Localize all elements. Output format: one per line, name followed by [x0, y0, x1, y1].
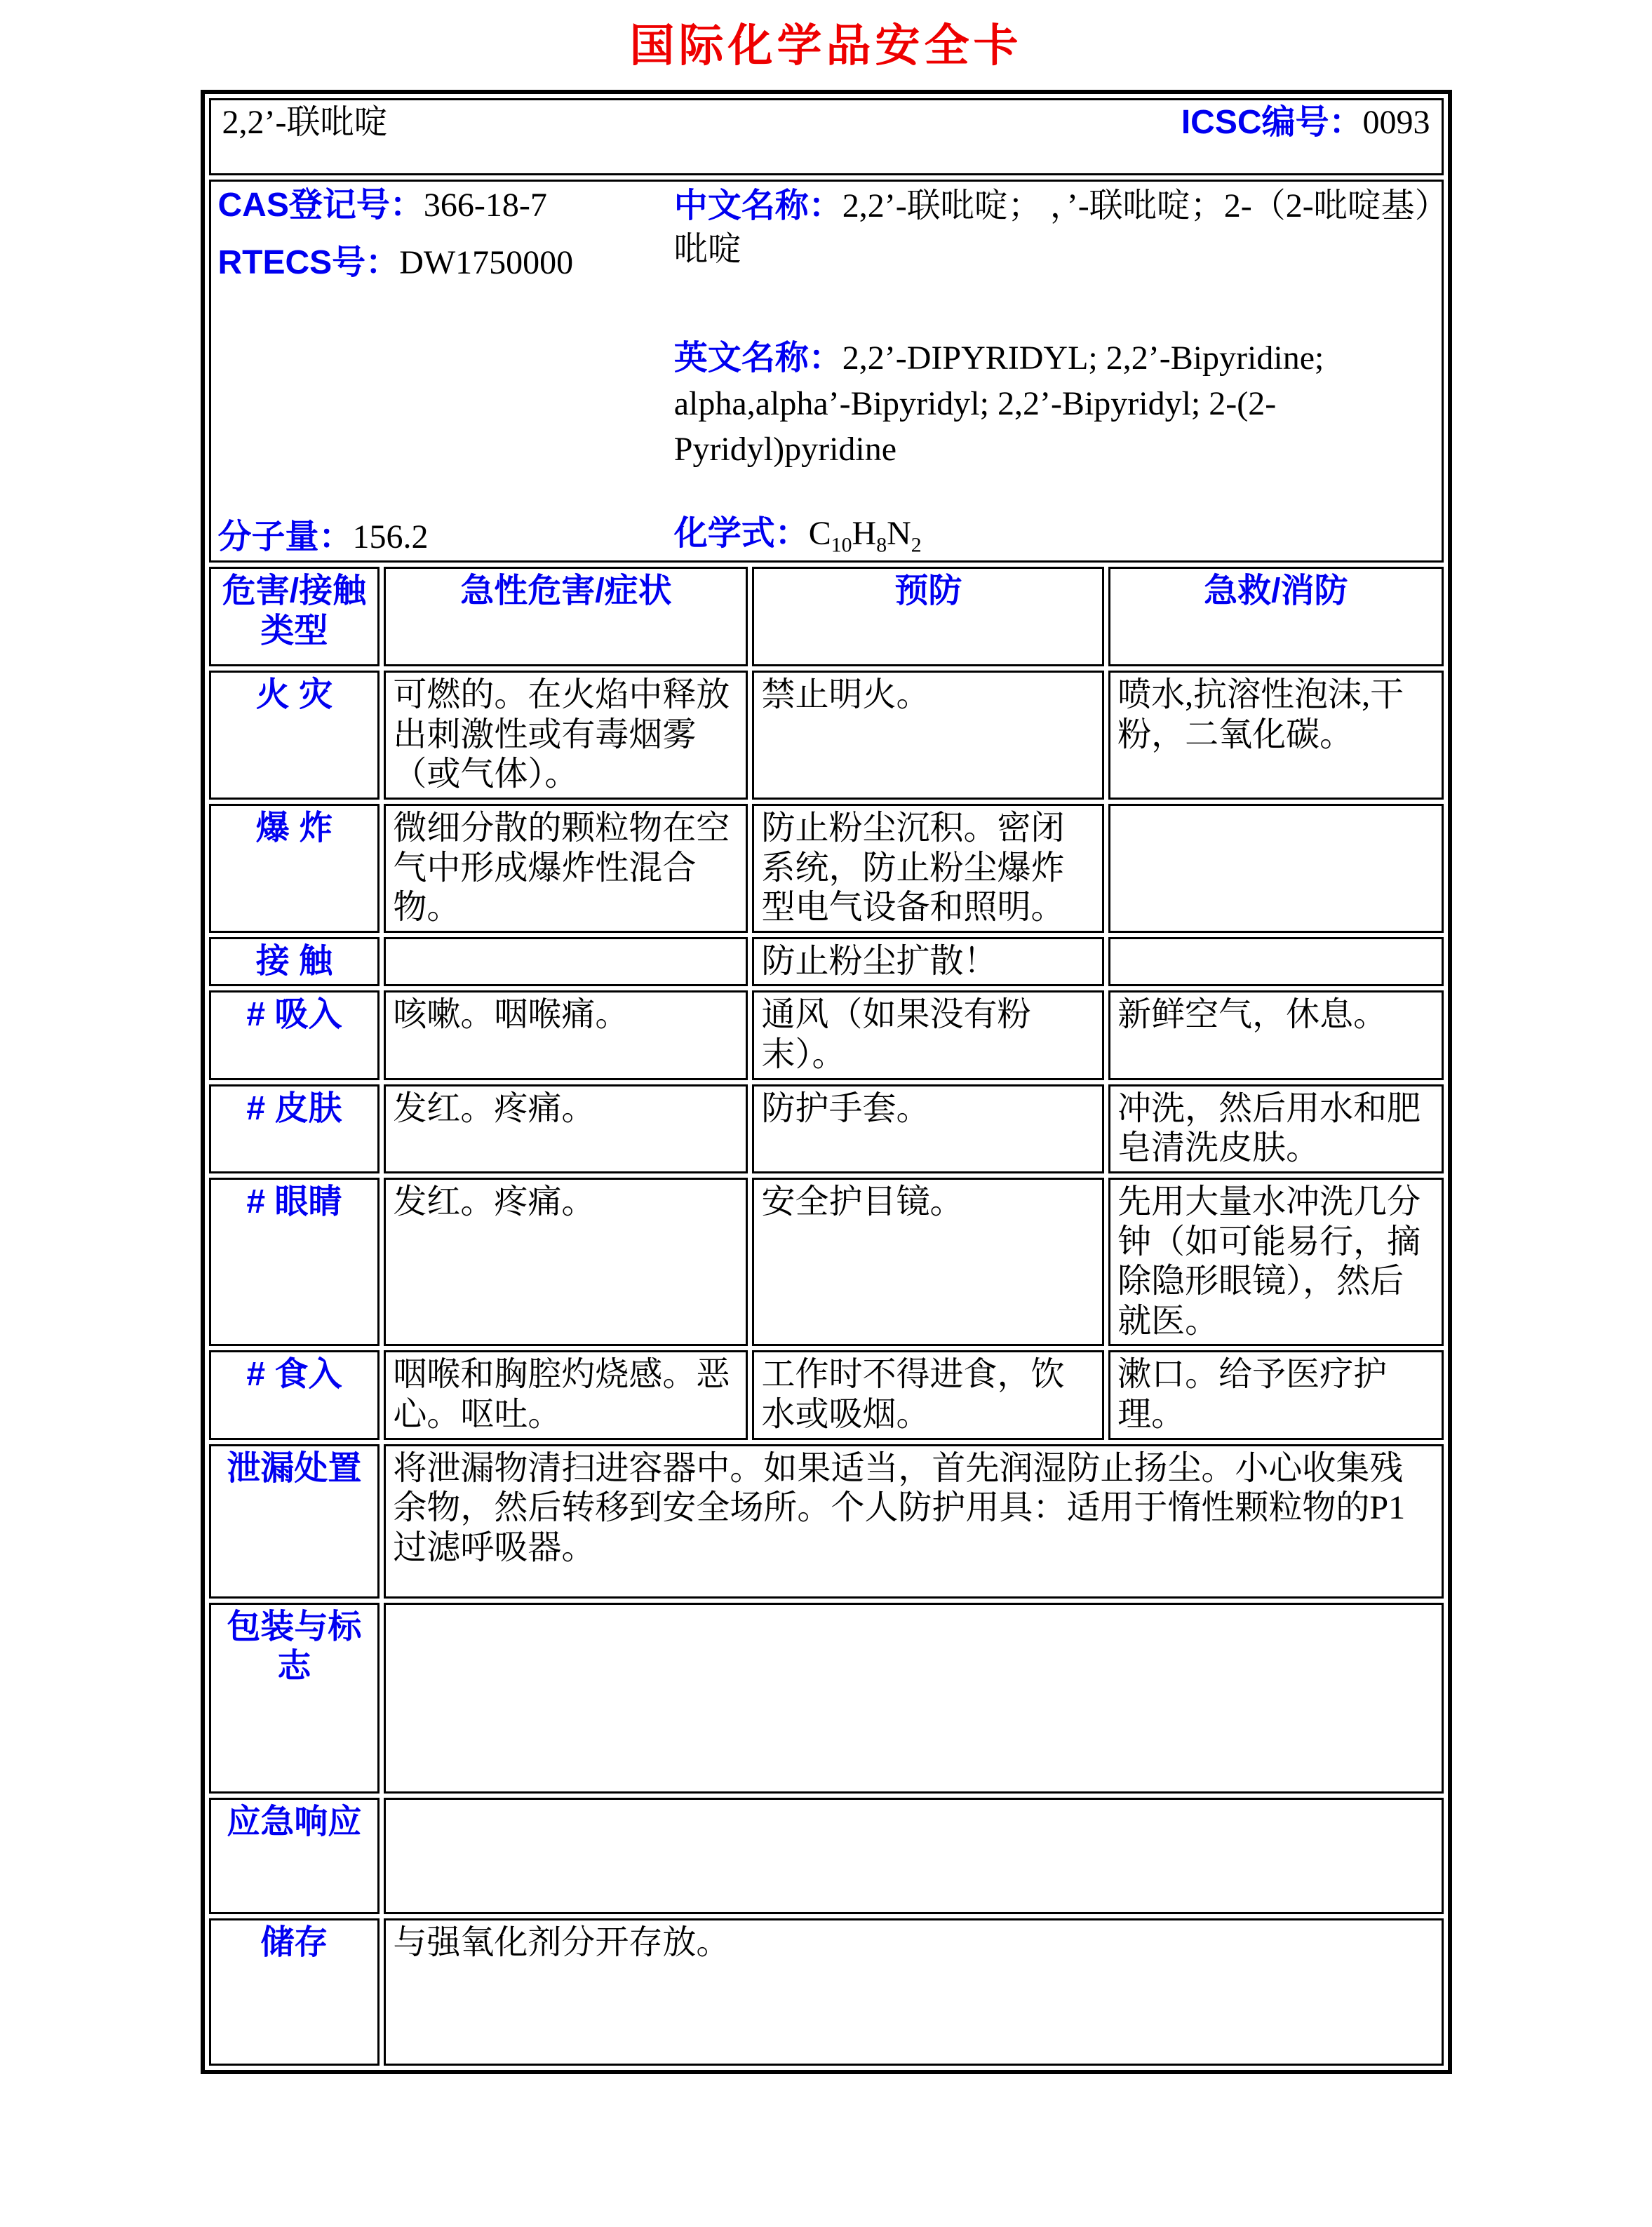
rtecs-number-line: [218, 242, 674, 284]
english-names-label: 英文名称：: [673, 339, 842, 377]
ingestion-first-aid: 漱口。给予医疗护理。: [1108, 1350, 1443, 1439]
header-acute-hazards: 急性危害/症状: [384, 567, 748, 666]
skin-symptoms: 发红。疼痛。: [384, 1084, 748, 1173]
eyes-first-aid: 先用大量水冲洗几分钟（如可能易行，摘除隐形眼镜），然后就医。: [1108, 1178, 1443, 1347]
icsc-number-value: 0093: [1362, 104, 1430, 141]
icsc-number-group: [1181, 103, 1430, 143]
page-title: 国际化学品安全卡: [629, 20, 1023, 71]
chemical-formula: $C_{10}H_8N_2$: [808, 515, 922, 557]
cas-number-line: [218, 184, 674, 227]
header-first-aid: 急救/消防: [1108, 567, 1443, 666]
packaging-content: [384, 1603, 1443, 1794]
spillage-label: 泄漏处置: [209, 1444, 380, 1599]
header-hazard-type: 危害/接触 类型: [209, 567, 380, 666]
chemical-formula-line: [674, 514, 1435, 558]
section-row-packaging: [209, 1603, 1444, 1794]
spillage-content: 将泄漏物清扫进容器中。如果适当，首先润湿防止扬尘。小心收集残余物，然后转移到安全场所。个人防护用具：适用于惰性颗粒物的P1过滤呼吸器。: [384, 1444, 1443, 1599]
explosion-prevention: 防止粉尘沉积。密闭系统，防止粉尘爆炸型电气设备和照明。: [752, 804, 1104, 933]
exposure-label: 接 触: [209, 937, 380, 987]
ingestion-prevention: 工作时不得进食，饮水或吸烟。: [752, 1350, 1104, 1439]
fire-label: 火 灾: [209, 671, 380, 800]
icsc-number-label: ICSC编号：: [1181, 104, 1363, 141]
eyes-symptoms: 发红。疼痛。: [384, 1178, 748, 1347]
safety-card-table: [201, 90, 1452, 2074]
cas-number-value: 366-18-7: [423, 187, 547, 224]
registry-numbers: [218, 184, 674, 300]
inhalation-first-aid: 新鲜空气，休息。: [1108, 990, 1443, 1079]
header-prevention: 预防: [752, 567, 1104, 666]
section-row-emergency: [209, 1798, 1444, 1914]
chinese-names-label: 中文名称：: [673, 187, 842, 224]
hazard-row-skin: [209, 1084, 1444, 1173]
ingestion-symptoms: 咽喉和胸腔灼烧感。恶心。呕吐。: [384, 1350, 748, 1439]
chinese-names-value: 2,2’-联吡啶； ，’-联吡啶；2-（2-吡啶基）吡啶: [673, 187, 1432, 269]
skin-first-aid: 冲洗，然后用水和肥皂清洗皮肤。: [1108, 1084, 1443, 1173]
molecular-weight-line: [218, 518, 674, 558]
section-row-storage: [209, 1918, 1444, 2066]
hazard-header-row: [209, 567, 1444, 666]
cas-number-label: CAS登记号：: [217, 187, 424, 224]
hazard-row-explosion: [209, 804, 1444, 933]
rtecs-number-value: DW1750000: [399, 244, 574, 281]
fire-symptoms: 可燃的。在火焰中释放出刺激性或有毒烟雾（或气体）。: [384, 671, 748, 800]
fire-first-aid: 喷水,抗溶性泡沫,干粉，二氧化碳。: [1108, 671, 1443, 800]
rtecs-number-label: RTECS号：: [217, 244, 400, 281]
eyes-label: # 眼睛: [209, 1178, 380, 1347]
fire-prevention: 禁止明火。: [752, 671, 1104, 800]
storage-content: 与强氧化剂分开存放。: [384, 1918, 1443, 2066]
inhalation-prevention: 通风（如果没有粉末）。: [752, 990, 1104, 1079]
section-row-spillage: [209, 1444, 1444, 1599]
hazard-row-eyes: [209, 1178, 1444, 1347]
hazard-row-inhalation: [209, 990, 1444, 1079]
exposure-prevention: 防止粉尘扩散！: [752, 937, 1104, 987]
english-names-value: 2,2’-DIPYRIDYL; 2,2’-Bipyridine; alpha,alpha’-Bipyridyl; 2,2’-Bipyridyl; 2-(2-Pyridyl)pyridine: [673, 339, 1324, 468]
molecular-weight-label: 分子量：: [217, 518, 353, 556]
explosion-first-aid: [1108, 804, 1443, 933]
ingestion-label: # 食入: [209, 1350, 380, 1439]
emergency-label: 应急响应: [209, 1798, 380, 1914]
skin-prevention: 防护手套。: [752, 1084, 1104, 1173]
identifiers-row: [209, 180, 1444, 563]
chinese-names: [674, 184, 1435, 300]
hazard-row-exposure: [209, 937, 1444, 987]
inhalation-label: # 吸入: [209, 990, 380, 1079]
identifiers-cell: [209, 180, 1444, 563]
skin-label: # 皮肤: [209, 1084, 380, 1173]
name-cell: [209, 98, 1444, 175]
chemical-name: 2,2’-联吡啶: [222, 104, 388, 141]
name-row: [209, 98, 1444, 175]
explosion-label: 爆 炸: [209, 804, 380, 933]
packaging-label: 包装与标志: [209, 1603, 380, 1794]
storage-label: 储存: [209, 1918, 380, 2066]
inhalation-symptoms: 咳嗽。咽喉痛。: [384, 990, 748, 1079]
molecular-weight-value: 156.2: [352, 518, 429, 556]
hazard-row-fire: [209, 671, 1444, 800]
english-names: [674, 336, 1435, 472]
eyes-prevention: 安全护目镜。: [752, 1178, 1104, 1347]
exposure-symptoms: [384, 937, 748, 987]
exposure-first-aid: [1108, 937, 1443, 987]
chemical-formula-label: 化学式：: [673, 515, 809, 553]
hazard-row-ingestion: [209, 1350, 1444, 1439]
explosion-symptoms: 微细分散的颗粒物在空气中形成爆炸性混合物。: [384, 804, 748, 933]
emergency-content: [384, 1798, 1443, 1914]
